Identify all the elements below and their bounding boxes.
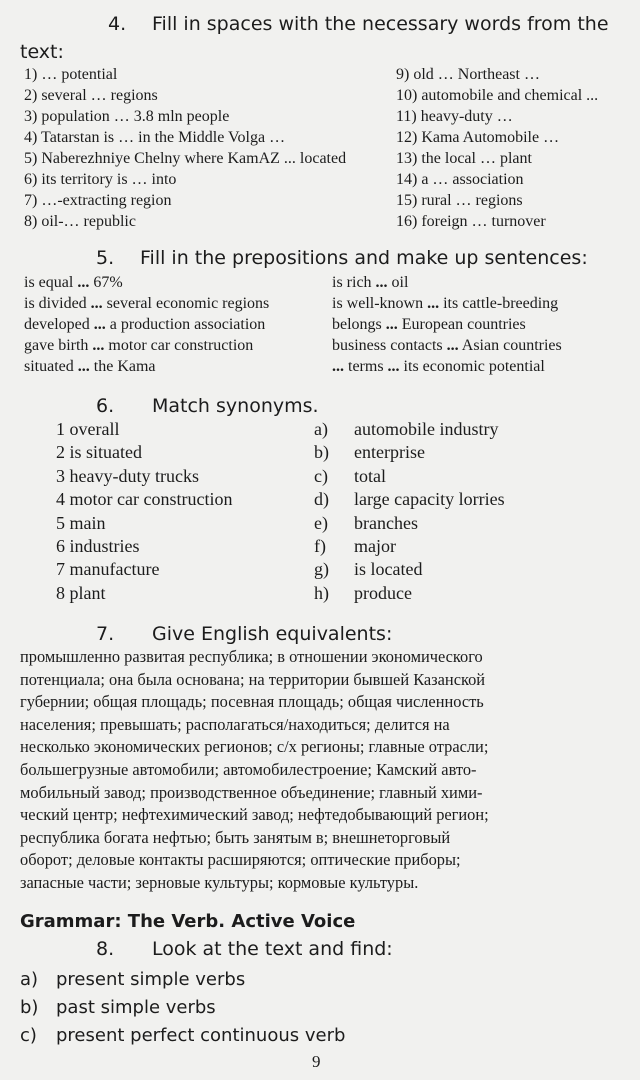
ex4-title-continued: text: [20, 41, 64, 63]
ex6-key: f) [314, 535, 326, 556]
ex5-number: 5. [96, 247, 115, 269]
ex6-term: 3 heavy-duty trucks [56, 465, 199, 486]
list-item [56, 558, 616, 581]
blank-dots: ... [77, 274, 90, 291]
blank-dots: ... [446, 337, 459, 354]
ex5-list [24, 272, 624, 377]
blank-dots: ... [93, 316, 106, 333]
ex4-number: 4. [108, 13, 127, 35]
ex7-heading [96, 622, 392, 646]
blank-dots: ... [375, 274, 388, 291]
ex8-item-text: present simple verbs [56, 969, 246, 990]
phrase-start: is equal [24, 274, 78, 291]
grammar-section-title: Grammar: The Verb. Active Voice [20, 911, 356, 932]
ex6-key: e) [314, 512, 328, 533]
ex5-right-item [332, 314, 526, 335]
ex8-key: c) [20, 1025, 37, 1046]
ex4-heading [108, 12, 609, 36]
list-item [56, 582, 616, 605]
ex4-right-item: 14) a … association [396, 171, 524, 188]
ex4-left-item: 2) several … regions [24, 87, 158, 104]
ex5-right-item [332, 335, 562, 356]
ex5-title: Fill in the prepositions and make up sentences: [140, 247, 588, 269]
list-item [56, 488, 616, 511]
ex4-left-item: 5) Naberezhniye Chelny where KamAZ ... located [24, 150, 347, 167]
list-item [56, 512, 616, 535]
ex6-synonym: is located [354, 559, 423, 580]
phrase-start: is divided [24, 295, 91, 312]
ex6-key: b) [314, 442, 329, 463]
ex4-title: Fill in spaces with the necessary words from the [152, 13, 609, 35]
paragraph-line: губернии; общая площадь; посевная площадь; общая численность [20, 692, 484, 712]
blank-dots: ... [387, 358, 400, 375]
ex6-key: a) [314, 419, 328, 439]
blank-dots: ... [385, 316, 398, 333]
list-item [24, 190, 624, 211]
blank-dots: ... [92, 337, 105, 354]
ex4-right-item: 11) heavy-duty … [396, 108, 513, 125]
phrase-start: developed [24, 316, 94, 333]
ex6-synonym: enterprise [354, 442, 425, 463]
phrase-end: European countries [397, 316, 526, 333]
paragraph-line: большегрузные автомобили; автомобилестроение; Камский авто- [20, 759, 477, 779]
ex6-key: d) [314, 489, 329, 510]
list-item [24, 64, 624, 85]
list-item [24, 272, 624, 293]
list-item [24, 314, 624, 335]
list-item [24, 127, 624, 148]
ex5-left-item [24, 335, 253, 356]
list-item [24, 211, 624, 232]
phrase-end: 67% [89, 274, 123, 291]
ex6-term: 4 motor car construction [56, 489, 233, 510]
phrase-start: gave birth [24, 337, 93, 354]
list-item [56, 465, 616, 488]
list-item [24, 335, 624, 356]
ex4-right-item: 10) automobile and chemical ... [396, 87, 599, 104]
ex6-synonym: large capacity lorries [354, 489, 505, 510]
page-number: 9 [312, 1052, 321, 1071]
ex5-heading [96, 246, 588, 270]
phrase-end: motor car construction [104, 337, 254, 354]
ex4-right-item: 12) Kama Automobile … [396, 129, 560, 146]
ex8-item-text: past simple verbs [56, 997, 216, 1018]
phrase-start: is rich [332, 274, 376, 291]
ex4-left-item: 8) oil-… republic [24, 213, 136, 230]
ex5-right-item [332, 272, 408, 293]
blank-dots: ... [427, 295, 440, 312]
paragraph-line: населения; превышать; располагаться/находиться; делится на [20, 714, 450, 734]
ex8-title: Look at the text and find: [152, 938, 393, 960]
ex5-left-item [24, 356, 156, 377]
ex8-key: b) [20, 997, 39, 1018]
ex6-term: 5 main [56, 512, 106, 533]
phrase-start: situated [24, 358, 78, 375]
ex6-term: 7 manufacture [56, 559, 160, 580]
list-item [56, 418, 616, 441]
paragraph-line: республика богата нефтью; быть занятым в; внешнеторговый [20, 827, 451, 847]
paragraph-line: несколько экономических регионов; с/х регионы; главные отрасли; [20, 737, 489, 757]
ex5-left-item [24, 293, 269, 314]
ex5-left-item [24, 272, 123, 293]
paragraph-line: ческий центр; нефтехимический завод; нефтедобывающий регион; [20, 805, 489, 825]
ex5-right-item [332, 293, 558, 314]
ex6-synonym: total [354, 465, 386, 486]
ex4-left-item: 6) its territory is … into [24, 171, 177, 188]
ex4-right-item: 15) rural … regions [396, 192, 523, 209]
phrase-end: its economic potential [399, 358, 545, 375]
phrase-end: the Kama [89, 358, 156, 375]
ex6-key: g) [314, 559, 329, 580]
phrase-end: oil [387, 274, 409, 291]
phrase-end: several economic regions [102, 295, 270, 312]
ex8-heading [96, 937, 393, 961]
list-item [24, 106, 624, 127]
ex6-key: h) [314, 582, 329, 603]
ex6-key: c) [314, 465, 328, 486]
ex6-title: Match synonyms. [152, 395, 319, 417]
list-item [20, 966, 345, 994]
ex8-number: 8. [96, 938, 115, 960]
list-item [56, 441, 616, 464]
phrase-end: Asian countries [458, 337, 562, 354]
list-item [24, 356, 624, 377]
ex8-item-text: present perfect continuous verb [56, 1025, 346, 1046]
phrase-start: belongs [332, 316, 386, 333]
ex6-term: 1 overall [56, 419, 120, 439]
phrase-middle: terms [344, 358, 388, 375]
phrase-start: business contacts [332, 337, 447, 354]
ex6-heading [96, 394, 319, 418]
list-item [20, 994, 345, 1022]
ex7-paragraph [20, 646, 626, 895]
paragraph-line: запасные части; зерновые культуры; кормовые культуры. [20, 872, 419, 892]
paragraph-line: потенциала; она была основана; на территории бывшей Казанской [20, 669, 486, 689]
ex5-left-item [24, 314, 265, 335]
ex6-term: 6 industries [56, 535, 140, 556]
ex7-number: 7. [96, 623, 115, 645]
ex4-right-item: 13) the local … plant [396, 150, 532, 167]
ex8-key: a) [20, 969, 39, 990]
list-item [24, 148, 624, 169]
phrase-end: a production association [105, 316, 266, 333]
ex7-title: Give English equivalents: [152, 623, 393, 645]
ex6-synonym: automobile industry [354, 419, 499, 439]
phrase-end: its cattle-breeding [439, 295, 559, 312]
list-item [20, 1022, 345, 1050]
paragraph-line: промышленно развитая республика; в отношении экономического [20, 647, 483, 666]
ex5-right-item [332, 356, 545, 377]
ex4-list [24, 64, 624, 232]
ex6-match-list [56, 418, 616, 605]
ex6-term: 2 is situated [56, 442, 142, 463]
ex8-list [20, 966, 345, 1050]
ex6-number: 6. [96, 395, 115, 417]
ex6-synonym: branches [354, 512, 418, 533]
ex4-left-item: 1) … potential [24, 66, 118, 83]
ex4-right-item: 16) foreign … turnover [396, 213, 546, 230]
ex6-synonym: major [354, 535, 396, 556]
blank-dots: ... [77, 358, 90, 375]
ex4-left-item: 4) Tatarstan is … in the Middle Volga … [24, 129, 286, 146]
list-item [24, 85, 624, 106]
list-item [24, 169, 624, 190]
paragraph-line: оборот; деловые контакты расширяются; оптические приборы; [20, 850, 461, 870]
phrase-start: is well-known [332, 295, 428, 312]
paragraph-line: мобильный завод; производственное объединение; главный хими- [20, 782, 483, 802]
ex6-synonym: produce [354, 582, 412, 603]
ex4-left-item: 7) …-extracting region [24, 192, 172, 209]
blank-dots: ... [332, 358, 344, 375]
ex4-right-item: 9) old … Northeast … [396, 66, 540, 83]
ex6-term: 8 plant [56, 582, 106, 603]
list-item [24, 293, 624, 314]
blank-dots: ... [90, 295, 103, 312]
ex4-left-item: 3) population … 3.8 mln people [24, 108, 230, 125]
list-item [56, 535, 616, 558]
